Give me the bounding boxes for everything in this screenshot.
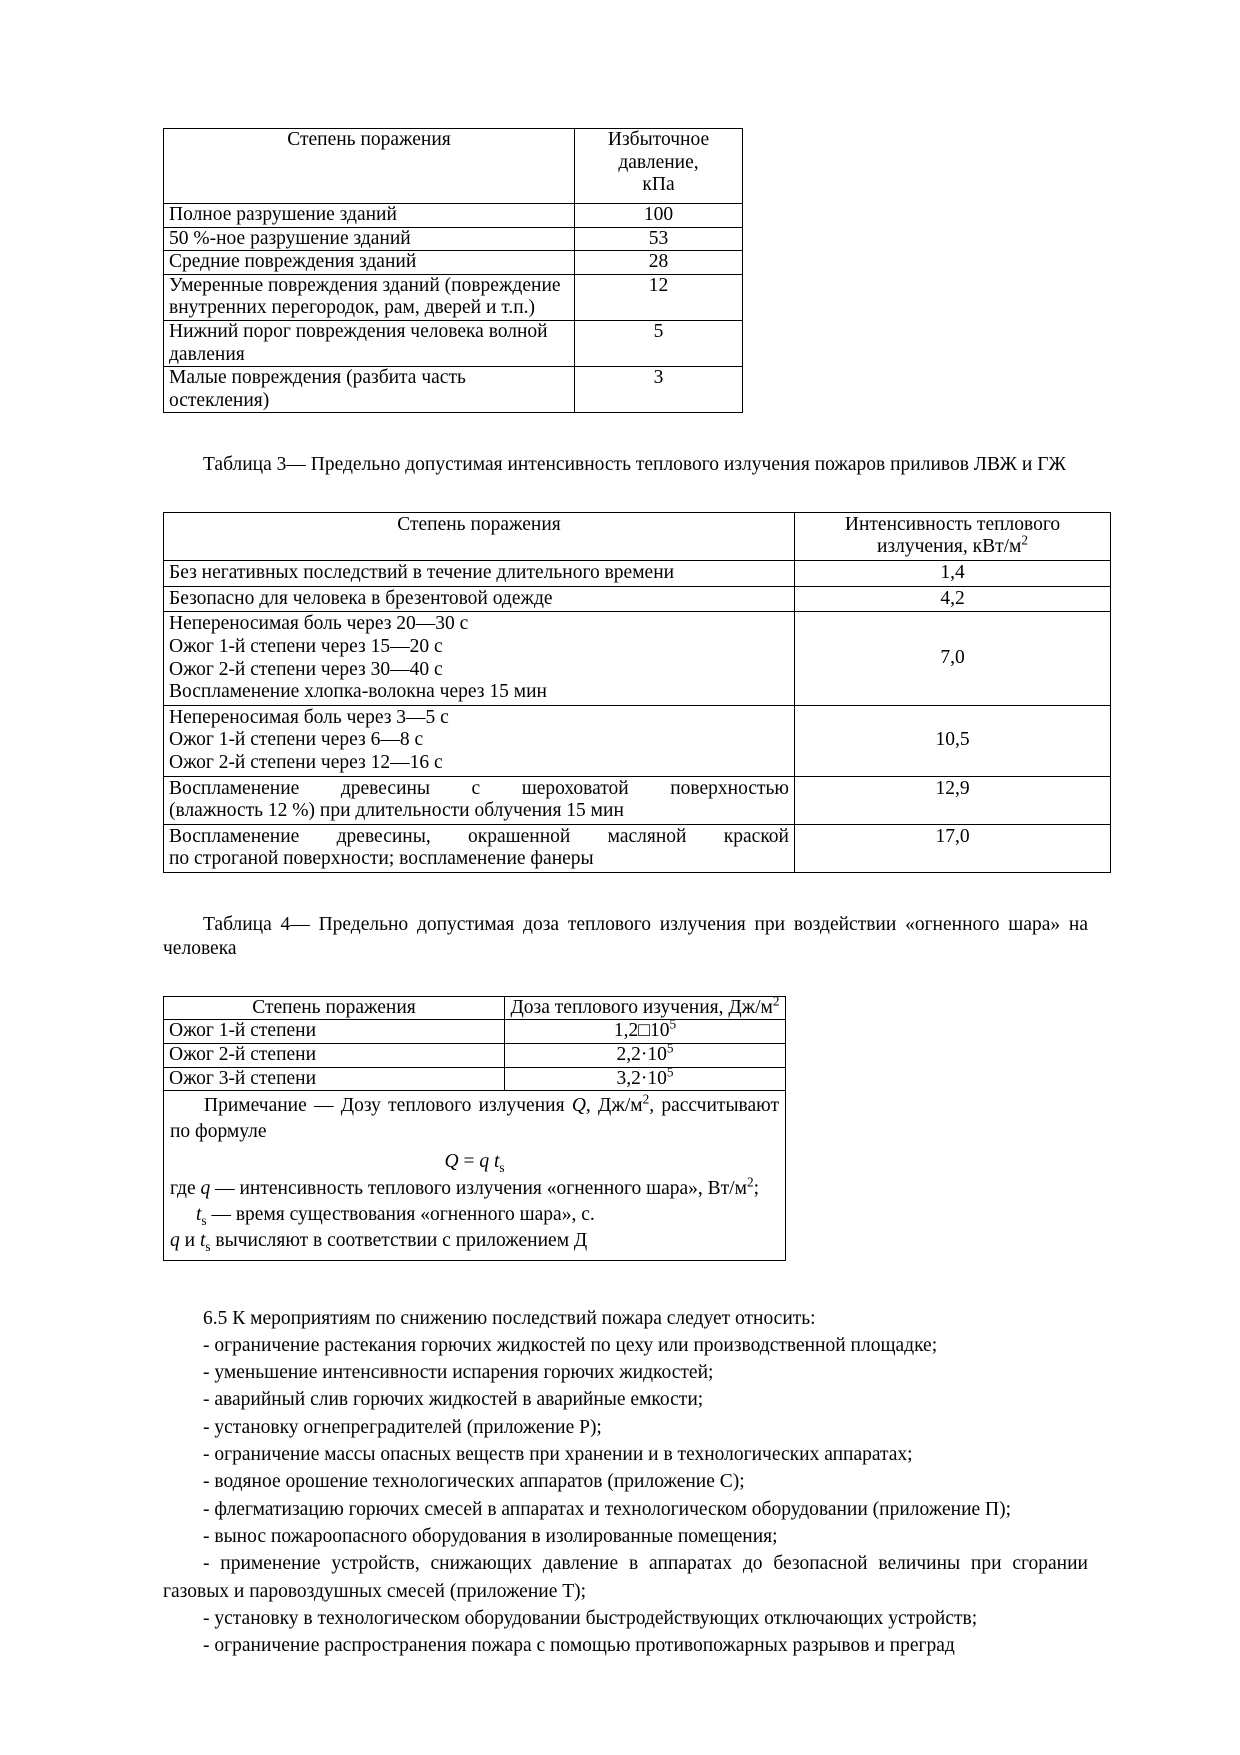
table-4-heat-radiation-dose [163, 993, 786, 1261]
cell-value: 1,4 [795, 561, 1111, 587]
note-definition-ts [170, 1202, 779, 1228]
cell-degree: Ожог 1-й степени [164, 1020, 505, 1044]
table-row [164, 204, 743, 228]
cell-degree [164, 612, 795, 705]
header-overpressure-line1: Избыточное [607, 129, 710, 150]
caption-table-4: Таблица 4— Предельно допустимая доза теплового излучения при воздействии «огненного шара» на человека [163, 914, 1088, 960]
table-row [164, 274, 743, 320]
table-row [164, 776, 1111, 824]
note-var-t: t [196, 1204, 202, 1226]
note-var-t2: t [199, 1229, 206, 1251]
cell-degree: Малые повреждения (разбита часть остекления) [164, 367, 575, 413]
note-text-a: Примечание — Дозу теплового излучения [204, 1095, 572, 1117]
cell-value: 12,9 [795, 776, 1111, 824]
table-row [164, 561, 1111, 587]
table-row [164, 1067, 786, 1091]
note-var-q2: q [170, 1229, 180, 1251]
table-row [164, 1043, 786, 1067]
formula-t-subscript: s [499, 1159, 505, 1175]
note-text: — интенсивность теплового излучения «огненного шара», Вт/м [210, 1178, 747, 1200]
dose-operator: · [640, 1067, 648, 1089]
table-3-body [164, 512, 1111, 872]
cell-value: 3 [575, 367, 743, 413]
cell-dose-value [505, 1016, 786, 1044]
cell-line: Непереносимая боль через 20—30 с [169, 613, 469, 635]
list-item: - аварийный слив горючих жидкостей в аварийные емкости; [203, 1389, 704, 1411]
cell-degree [164, 824, 795, 872]
cell-line: Ожог 2-й степени через 30—40 с [169, 658, 443, 680]
table-row [164, 227, 743, 251]
list-item: - флегматизацию горючих смесей в аппаратах и технологическом оборудовании (приложение П); [203, 1498, 1012, 1520]
list-item: - применение устройств, снижающих давление в аппаратах до безопасной величины при сгорании газовых и паровоздушных смесей (приложение Т); [163, 1553, 1088, 1602]
header-degree-of-damage: Степень поражения [164, 996, 505, 1020]
formula-q: q [479, 1150, 490, 1172]
dose-mantissa: 1,2 [613, 1020, 639, 1042]
dose-exponent: 5 [666, 1064, 674, 1080]
dose-exponent: 5 [666, 1040, 674, 1056]
table-row [164, 612, 1111, 705]
cell-line: Непереносимая боль через 3—5 с [169, 706, 449, 728]
note-text: вычисляют в соответствии с приложением Д [210, 1229, 588, 1251]
note-var-t2-subscript: s [205, 1238, 211, 1254]
note-var-Q: Q [571, 1095, 586, 1117]
cell-line: по строганой поверхности; воспламенение фанеры [169, 848, 594, 870]
dose-mantissa: 2,2 [616, 1043, 641, 1065]
header-intensity-line2-text: излучения, кВт/м [876, 536, 1022, 558]
spacer [163, 478, 1088, 512]
note-definition-q [170, 1176, 779, 1202]
spacer [163, 962, 1088, 996]
header-dose [505, 993, 786, 1020]
cell-dose-value [505, 1064, 786, 1091]
table-overpressure-body [164, 129, 743, 413]
cell-value: 5 [575, 321, 743, 367]
cell-degree: Безопасно для человека в брезентовой одежде [164, 586, 795, 612]
list-item: - уменьшение интенсивности испарения горючих жидкостей; [203, 1362, 714, 1384]
header-degree-of-damage: Степень поражения [164, 129, 575, 204]
list-item: - установку огнепреградителей (приложение Р); [203, 1416, 602, 1438]
note-and: и [179, 1229, 200, 1251]
cell-line: Воспламенение древесины с шероховатой поверхностью [169, 777, 789, 799]
header-intensity-superscript: 2 [1021, 532, 1029, 548]
note-var-q: q [200, 1178, 211, 1200]
cell-value: 7,0 [795, 612, 1111, 705]
table-row [164, 824, 1111, 872]
header-overpressure-line3: кПа [642, 174, 675, 196]
cell-line: (влажность 12 %) при длительности облучения 15 мин [169, 800, 624, 822]
cell-degree: Средние повреждения зданий [164, 251, 575, 275]
section-6-5-intro: 6.5 К мероприятиям по снижению последствий пожара следует относить: [203, 1307, 816, 1329]
dose-exponent: 5 [669, 1016, 677, 1032]
table-row [164, 1020, 786, 1044]
list-item: - установку в технологическом оборудовании быстродействующих отключающих устройств; [203, 1607, 978, 1629]
spacer [163, 1261, 1088, 1305]
table-row [164, 705, 1111, 776]
note-var-t-subscript: s [201, 1213, 207, 1229]
cell-value: 53 [575, 227, 743, 251]
table-row [164, 321, 743, 367]
cell-degree: Нижний порог повреждения человека волной давления [164, 321, 575, 367]
formula-equals: = [458, 1150, 480, 1172]
cell-line: Ожог 2-й степени через 12—16 с [169, 751, 443, 773]
table-4-wrapper [163, 993, 780, 1261]
cell-line: Воспламенение древесины, окрашенной масляной краской [169, 825, 789, 847]
header-degree-of-damage: Степень поражения [164, 512, 795, 560]
table-3-heat-radiation-intensity [163, 512, 1111, 873]
cell-degree: 50 %-ное разрушение зданий [164, 227, 575, 251]
table-overpressure-wrapper [163, 128, 720, 413]
header-intensity [795, 512, 1111, 560]
table-4-note [164, 1091, 786, 1260]
list-item: - водяное орошение технологических аппаратов (приложение С); [203, 1471, 745, 1493]
cell-degree: Без негативных последствий в течение длительного времени [164, 561, 795, 587]
dose-mantissa: 3,2 [616, 1067, 641, 1089]
list-item: - вынос пожароопасного оборудования в изолированные помещения; [203, 1525, 778, 1547]
dose-base: 10 [647, 1043, 667, 1065]
cell-value: 17,0 [795, 824, 1111, 872]
table-header-row [164, 512, 1111, 560]
header-overpressure [575, 129, 743, 204]
header-dose-superscript: 2 [772, 993, 780, 1009]
cell-value: 28 [575, 251, 743, 275]
cell-value: 100 [575, 204, 743, 228]
note-text-b: , Дж/м [585, 1095, 643, 1117]
cell-line: Ожог 1-й степени через 6—8 с [169, 729, 424, 751]
cell-dose-value [505, 1040, 786, 1067]
table-overpressure [163, 128, 743, 413]
header-overpressure-line2: давление, [618, 151, 699, 173]
note-text-c: , рассчитывают по формуле [170, 1095, 779, 1142]
cell-value: 12 [575, 274, 743, 320]
note-sup: 2 [642, 1091, 650, 1107]
cell-degree: Ожог 3-й степени [164, 1067, 505, 1091]
table-row [164, 251, 743, 275]
cell-degree: Полное разрушение зданий [164, 204, 575, 228]
formula-t: t [493, 1150, 500, 1172]
table-header-row [164, 129, 743, 204]
dose-base: 10 [647, 1067, 667, 1089]
header-intensity-line1: Интенсивность теплового [844, 513, 1061, 535]
note-sup: 2 [746, 1174, 754, 1190]
page-content [163, 128, 1088, 1659]
spacer [163, 413, 1088, 453]
dose-operator: □ [638, 1020, 651, 1042]
dose-operator: · [640, 1043, 648, 1065]
caption-table-3: Таблица 3— Предельно допустимая интенсивность теплового излучения пожаров приливов ЛВЖ и ГЖ [203, 454, 1066, 476]
cell-degree: Ожог 2-й степени [164, 1043, 505, 1067]
note-gde: где [170, 1178, 201, 1200]
cell-value: 4,2 [795, 586, 1111, 612]
cell-degree [164, 705, 795, 776]
header-dose-text: Доза теплового изучения, Дж/м [510, 996, 773, 1018]
spacer [163, 873, 1088, 913]
note-text: — время существования «огненного шара», с. [206, 1204, 595, 1226]
formula-dose [170, 1149, 779, 1175]
list-item: - ограничение растекания горючих жидкостей по цеху или производственной площадке; [203, 1334, 938, 1356]
table-row [164, 586, 1111, 612]
note-reference-appendix [170, 1228, 779, 1254]
table-row [164, 367, 743, 413]
table-note-row [164, 1091, 786, 1260]
dose-base: 10 [650, 1020, 670, 1042]
note-semicolon: ; [753, 1178, 759, 1200]
list-item: - ограничение массы опасных веществ при хранении и в технологических аппаратах; [203, 1444, 913, 1466]
section-6-5 [163, 1305, 1088, 1660]
formula-Q: Q [444, 1150, 459, 1172]
header-intensity-line2 [800, 532, 1105, 559]
cell-line: Воспламенение хлопка-волокна через 15 мин [169, 681, 547, 703]
cell-degree: Умеренные повреждения зданий (повреждение внутренних перегородок, рам, дверей и т.п.) [164, 274, 575, 320]
table-4-body [164, 993, 786, 1260]
note-paragraph [170, 1093, 779, 1144]
cell-line: Ожог 1-й степени через 15—20 с [169, 635, 443, 657]
table-header-row [164, 996, 786, 1020]
cell-value: 10,5 [795, 705, 1111, 776]
cell-degree [164, 776, 795, 824]
list-item: - ограничение распространения пожара с помощью противопожарных разрывов и преград [203, 1635, 955, 1657]
